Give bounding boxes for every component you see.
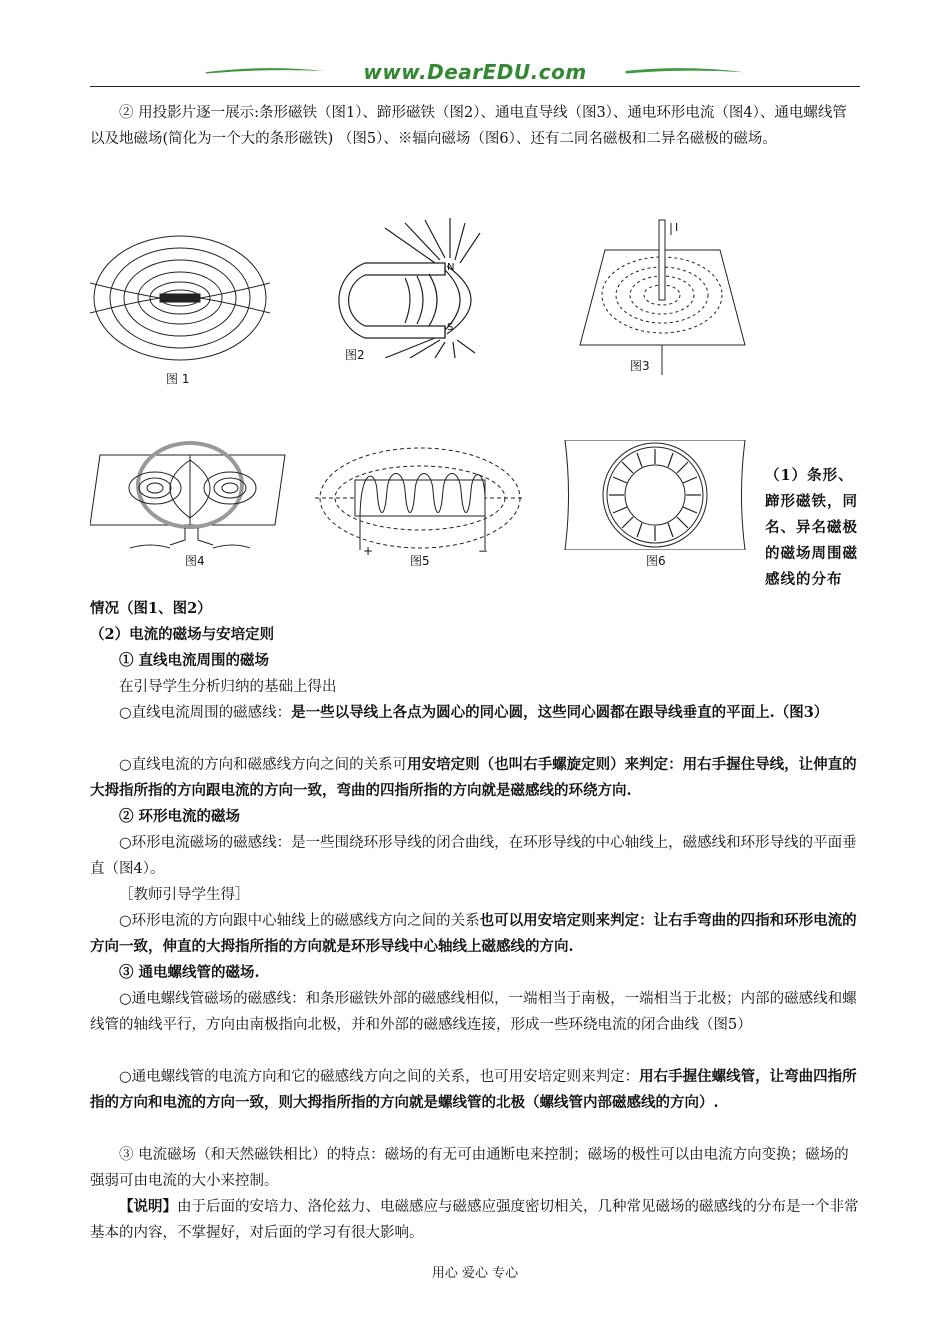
site-logo: www.DearEDU.com	[363, 60, 587, 84]
figure-6-radial-field	[560, 440, 750, 568]
right-swoosh-logo	[590, 66, 780, 76]
paragraph-ring-field-lines: ○环形电流磁场的磁感线：是一些围绕环形导线的闭合曲线，在环形导线的中心轴线上，磁感线和环形导线的平面垂直（图4）。	[90, 835, 857, 877]
paragraph-ampere-rule-solenoid: ○通电螺线管的电流方向和它的磁感线方向之间的关系，也可用安培定则来判定：用右手握住螺线管，让弯曲四指所指的方向和电流的方向一致，则大拇指所指的方向就是螺线管的北极（螺线管内部磁感线的方向）.	[90, 1068, 857, 1111]
paragraph-solenoid-field-lines: ○通电螺线管磁场的磁感线：和条形磁铁外部的磁感线相似，一端相当于南极，一端相当于北极；内部的磁感线和螺线管的轴线平行，方向由南极指向北极，并和外部的磁感线连接，形成一些环绕电流的闭合曲线（图5）	[90, 991, 857, 1033]
subsection-straight-current: ① 直线电流周围的磁场	[119, 652, 270, 669]
figure-2-label: 图2	[345, 348, 365, 362]
figure-5-positive-terminal: +	[363, 544, 374, 558]
figure-1-bar-magnet	[90, 228, 270, 386]
figure-5-negative-terminal: −	[478, 544, 489, 558]
figure-4-ring-current	[90, 440, 290, 575]
paragraph-ampere-rule-ring: ○环形电流的方向跟中心轴线上的磁感线方向之间的关系也可以用安培定则来判定：让右手弯曲的四指和环形电流的方向一致，伸直的大拇指所指的方向就是环形导线中心轴线上磁感线的方向.	[90, 912, 857, 955]
subsection-ring-current: ② 环形电流的磁场	[119, 808, 241, 825]
paragraph-ampere-rule-straight: ○直线电流的方向和磁感线方向之间的关系可用安培定则（也叫右手螺旋定则）来判定：用右手握住导线，让伸直的大拇指所指的方向跟电流的方向一致，弯曲的四指所指的方向就是磁感线的环绕方向.	[90, 756, 857, 799]
page-footer: 用心 爱心 专心	[431, 1266, 519, 1281]
line-guidance: 在引导学生分析归纳的基础上得出	[119, 679, 337, 695]
figure-2-horseshoe-magnet	[305, 218, 495, 362]
line-teacher-guidance: ［教师引导学生得］	[119, 887, 250, 903]
paragraph-current-field-features: ③ 电流磁场（和天然磁铁相比）的特点：磁场的有无可由通断电来控制；磁场的极性可以由电流方向变换；磁场的强弱可由电流的大小来控制。	[90, 1147, 849, 1189]
figure-side-caption: （1）条形、蹄形磁铁，同名、异名磁极的磁场周围磁感线的分布	[765, 467, 858, 588]
figure-3-straight-wire	[575, 215, 750, 375]
page-header	[90, 58, 860, 90]
figure-5-solenoid	[315, 440, 525, 570]
section-2-heading: （2）电流的磁场与安培定则	[90, 626, 275, 643]
intro-paragraph: ② 用投影片逐一展示:条形磁铁（图1）、蹄形磁铁（图2）、通电直导线（图3）、通电环形电流（图4）、通电螺线管以及地磁场(简化为一个大的条形磁铁) （图5）、※辐向磁场（图6）、还有二同名磁极和二异名磁极的磁场。	[90, 105, 847, 147]
figure-4-label: 图4	[185, 554, 205, 568]
figure-2-south-label: S	[447, 322, 454, 333]
figure-2-north-label: N	[447, 262, 455, 273]
figure-1-label: 图 1	[166, 372, 190, 386]
header-rule	[90, 86, 860, 87]
paragraph-note: 【说明】由于后面的安培力、洛伦兹力、电磁感应与磁感应强度密切相关，几种常见磁场的磁感线的分布是一个非常基本的内容，不掌握好，对后面的学习有很大影响。	[90, 1198, 859, 1241]
subsection-solenoid: ③ 通电螺线管的磁场.	[119, 964, 260, 981]
figure-6-label: 图6	[646, 554, 666, 568]
figure-3-current-label: I	[675, 221, 679, 234]
line-cases: 情况（图1、图2）	[90, 600, 212, 617]
paragraph-straight-field-lines: ○直线电流周围的磁感线：是一些以导线上各点为圆心的同心圆，这些同心圆都在跟导线垂直的平面上.（图3）	[119, 704, 829, 721]
figure-5-label: 图5	[410, 554, 430, 568]
figure-3-label: 图3	[630, 359, 650, 373]
